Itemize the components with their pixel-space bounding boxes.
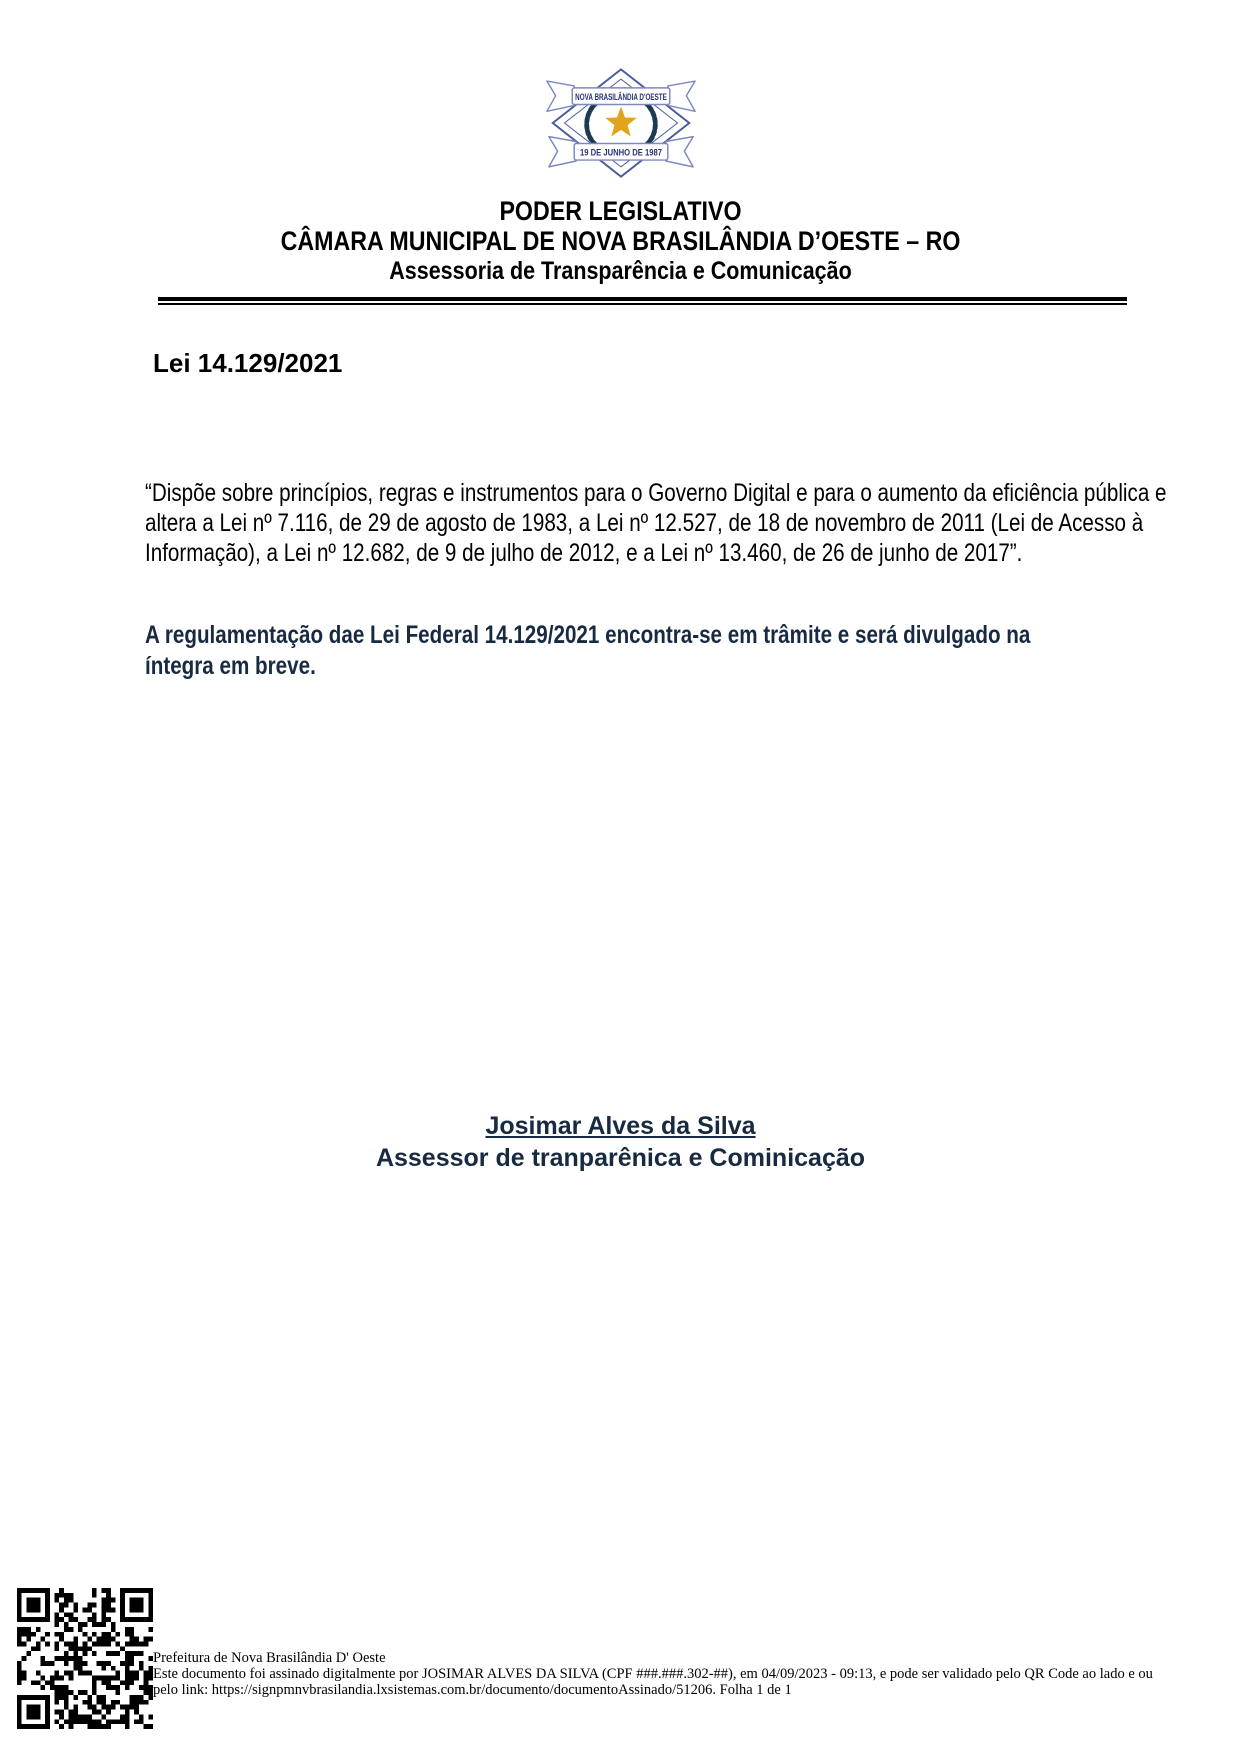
signature-name: Josimar Alves da Silva <box>485 1112 756 1140</box>
ribbon-bottom-right-tail <box>665 137 692 167</box>
signature-block <box>0 1110 1241 1174</box>
law-summary-quote: “Dispõe sobre princípios, regras e instrumentos para o Governo Digital e para o aumento da eficiência pública e altera a Lei nº 7.116, de 29 de agosto de 1983, a Lei nº 12.527, de 18 de novembro de 2011 (Lei de Acesso à Informação), a Lei nº 12.682, de 9 de julho de 2012, e a Lei nº 13.460, de 26 de junho de 2017”. <box>145 479 1167 567</box>
regulation-notice: A regulamentação dae Lei Federal 14.129/2021 encontra-se em trâmite e será divulgado na íntegra em breve. <box>145 621 1031 680</box>
ribbon-top-label: NOVA BRASILÂNDIA D'OESTE <box>574 92 703 103</box>
ribbon-bottom-label: 19 DE JUNHO DE 1987 <box>579 147 662 158</box>
law-title: Lei 14.129/2021 <box>153 348 343 378</box>
ribbon-top-right-tail <box>667 81 694 111</box>
footer-line-signed-by: Este documento foi assinado digitalmente por JOSIMAR ALVES DA SILVA (CPF ###.###.302-##), em 04/09/2023 - 09:13, e pode ser validado pelo QR Code ao lado e ou <box>153 1666 1153 1682</box>
qr-code <box>17 1588 153 1729</box>
footer-line-validation-link: pelo link: https://signpmnvbrasilandia.lxsistemas.com.br/documento/documentoAssinado/51206. Folha 1 de 1 <box>153 1682 792 1698</box>
ribbon-top-left-tail <box>546 81 573 111</box>
header-divider-rule <box>158 297 1127 305</box>
letterhead <box>0 196 1241 286</box>
ribbon-bottom-left-tail <box>548 137 575 167</box>
letterhead-institution: CÂMARA MUNICIPAL DE NOVA BRASILÂNDIA D’OESTE – RO <box>280 226 961 256</box>
signature-role: Assessor de tranparênica e Cominicação <box>375 1144 866 1172</box>
letterhead-branch: PODER LEGISLATIVO <box>499 196 742 226</box>
letterhead-department: Assessoria de Transparência e Comunicação <box>389 257 852 285</box>
digital-signature-note <box>153 1650 1153 1698</box>
footer-line-entity: Prefeitura de Nova Brasilândia D' Oeste <box>153 1650 386 1666</box>
municipal-coat-of-arms <box>523 66 718 180</box>
